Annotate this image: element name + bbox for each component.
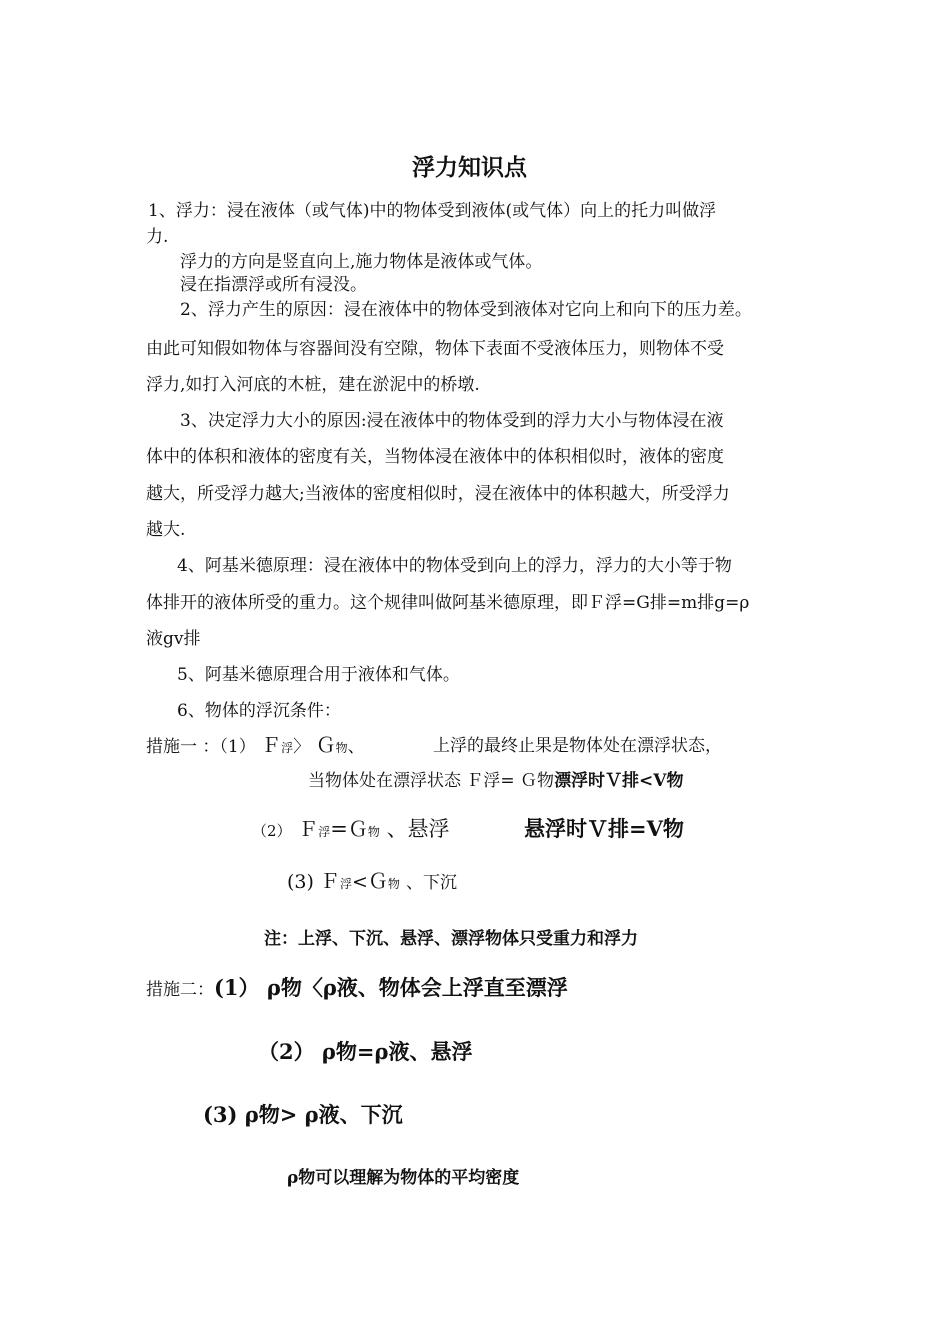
section-3-line-4: 越大.: [146, 520, 186, 540]
section-3-line-2: 体中的体积和液体的密度有关，当物体浸在液体中的体积相似时，液体的密度: [146, 447, 724, 467]
item-2-number: （2）: [252, 822, 292, 840]
section-3-line-1: 3、决定浮力大小的原因:浸在液体中的物体受到的浮力大小与物体浸在液: [180, 411, 724, 431]
section-4-line-1: 4、阿基米德原理：浸在液体中的物体受到向上的浮力，浮力的大小等于物: [177, 556, 732, 576]
section-3-line-3: 越大，所受浮力越大;当液体的密度相似时，浸在液体中的体积越大，所受浮力: [146, 484, 730, 504]
equals-symbol: =: [330, 817, 348, 841]
section-6-line: 6、物体的浮沉条件：: [177, 701, 341, 721]
force-F-symbol: Ｆ: [319, 869, 340, 893]
section-2-line-2: 由此可知假如物体与容器间没有空隙，物体下表面不受液体压力，则物体不受: [146, 339, 724, 359]
method-1-row-1-tail: 、: [347, 737, 365, 757]
item-3-number: (3): [287, 871, 314, 893]
average-density-note: ρ物可以理解为物体的平均密度: [287, 1168, 520, 1188]
section-4-line-2: 体排开的液体所受的重力。这个规律叫做阿基米德原理，即Ｆ浮=G排=m排g=ρ: [146, 593, 750, 613]
weight-G-subscript: 物: [335, 741, 348, 755]
sink-label: 、下沉: [405, 873, 457, 893]
less-than-symbol: <: [351, 871, 368, 893]
method-1-row-1-note: 上浮的最终止果是物体处在漂浮状态，: [433, 736, 722, 756]
method-1-row-3: [252, 818, 450, 843]
weight-G-symbol: Ｇ: [315, 733, 336, 757]
floating-volume-note: 漂浮时Ｖ排<V物: [554, 771, 684, 791]
force-F-subscript: 浮: [281, 741, 294, 755]
method-1-row-2: [308, 770, 684, 792]
page-title: 浮力知识点: [412, 154, 527, 181]
density-equal-condition: （2） ρ物=ρ液、悬浮: [258, 1039, 473, 1064]
greater-than-symbol: 〉: [293, 737, 311, 757]
method-1-row-1: [146, 734, 365, 759]
weight-G-symbol: Ｇ: [367, 869, 388, 893]
weight-G-subscript: 物: [367, 825, 380, 839]
section-2-line-1: 2、浮力产生的原因：浸在液体中的物体受到液体对它向上和向下的压力差。: [180, 300, 752, 320]
weight-G-symbol: Ｇ: [347, 817, 368, 841]
floating-condition-text: 当物体处在漂浮状态 Ｆ浮= Ｇ物: [308, 771, 555, 791]
method-1-prefix: 措施一 ：（1）: [146, 737, 256, 757]
section-1-line-1: 1、浮力：浸在液体（或气体)中的物体受到液体(或气体）向上的托力叫做浮: [148, 201, 717, 221]
method-1-note: 注：上浮、下沉、悬浮、漂浮物体只受重力和浮力: [264, 929, 638, 949]
section-4-line-3: 液gv排: [146, 629, 201, 649]
section-1-line-3: 浮力的方向是竖直向上,施力物体是液体或气体。: [180, 252, 543, 272]
density-greater-condition: (3) ρ物> ρ液、下沉: [203, 1102, 403, 1127]
method-1-row-4: [287, 870, 457, 895]
section-1-line-4: 浸在指漂浮或所有浸没。: [180, 275, 367, 295]
section-2-line-3: 浮力,如打入河底的木桩，建在淤泥中的桥墩.: [146, 375, 480, 395]
suspend-label: 、悬浮: [386, 817, 450, 841]
method-2-prefix: 措施二：: [146, 980, 214, 1000]
suspend-volume-note: 悬浮时Ｖ排=V物: [524, 816, 684, 841]
force-F-subscript: 浮: [318, 825, 331, 839]
weight-G-subscript: 物: [387, 877, 400, 891]
force-F-subscript: 浮: [339, 877, 352, 891]
method-2-row-1: [146, 977, 568, 1001]
density-less-condition: (1） ρ物〈ρ液、物体会上浮直至漂浮: [214, 975, 568, 1000]
section-5-line: 5、阿基米德原理合用于液体和气体。: [177, 665, 460, 685]
force-F-symbol: Ｆ: [261, 733, 282, 757]
force-F-symbol: Ｆ: [298, 817, 319, 841]
section-1-line-2: 力.: [146, 227, 169, 247]
